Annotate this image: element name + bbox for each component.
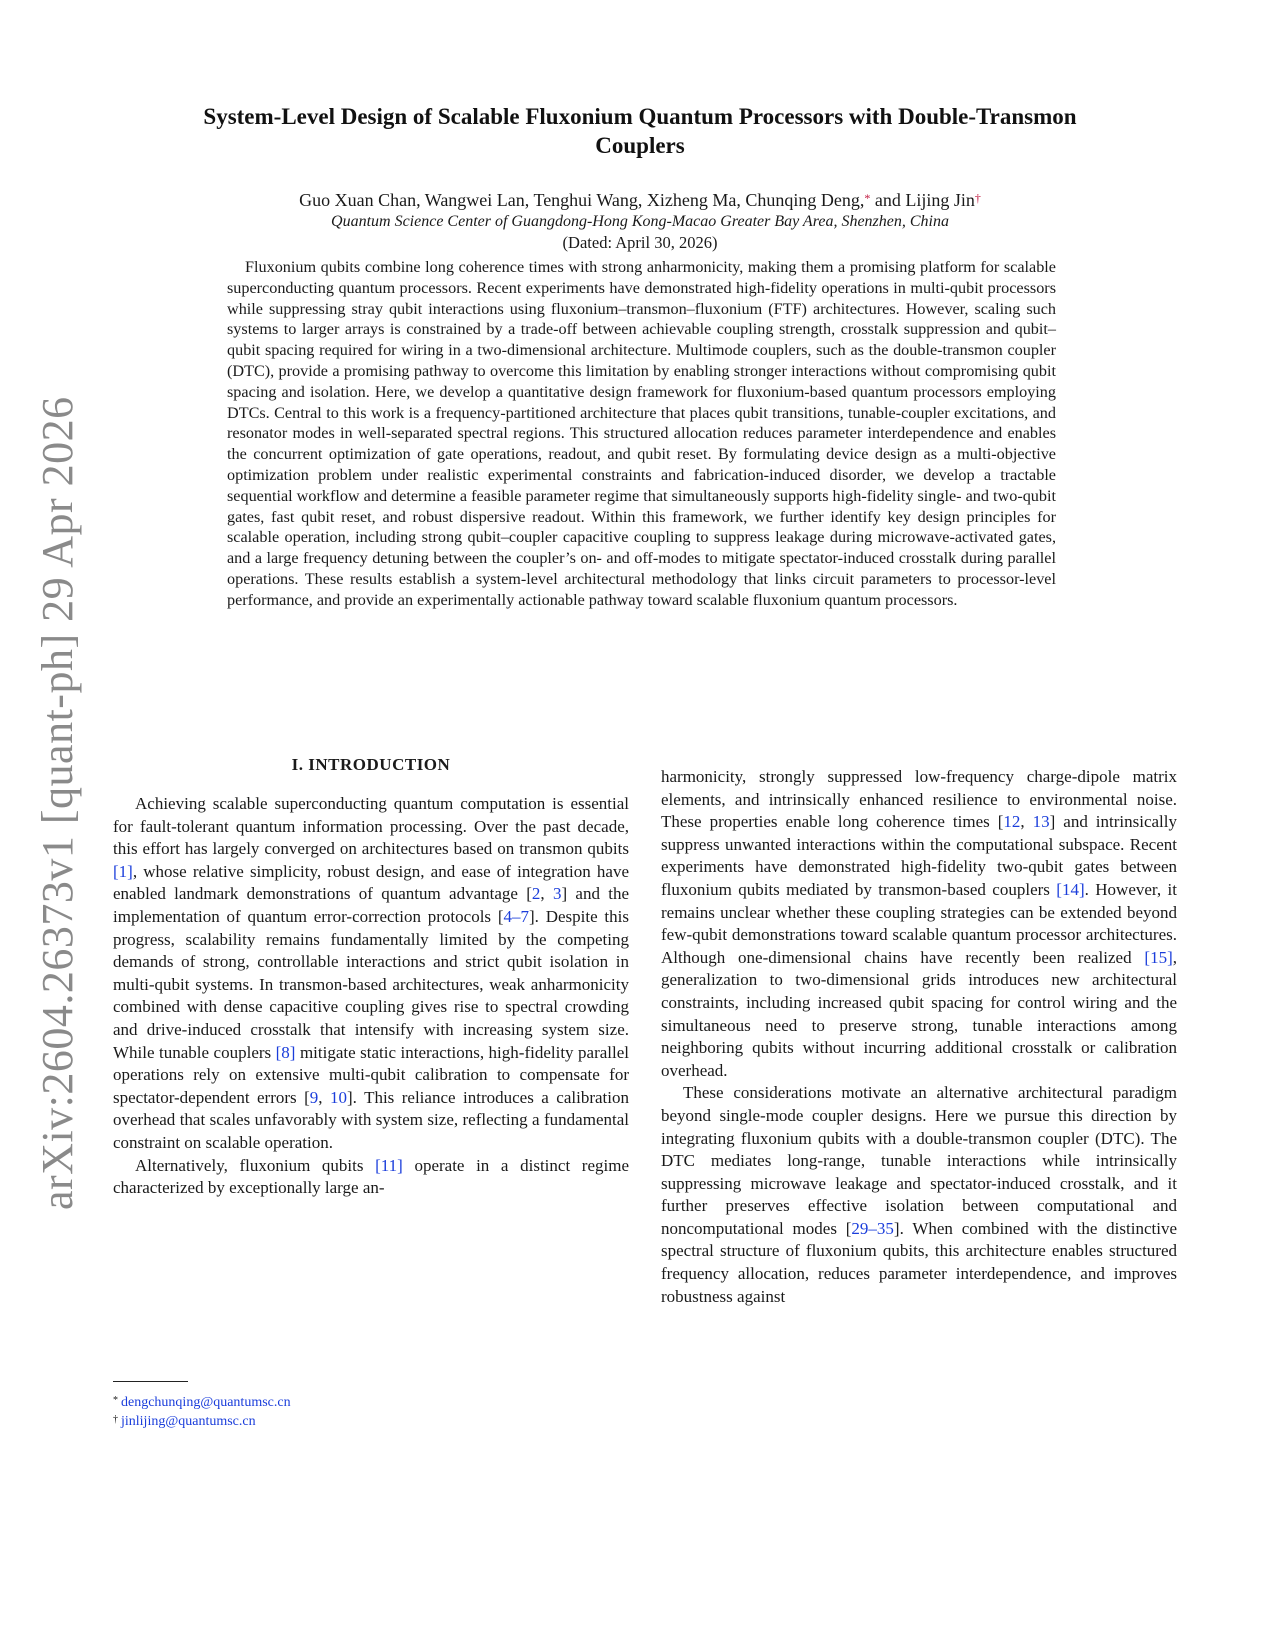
footnote-divider [113,1381,188,1382]
citation-link[interactable]: [11] [375,1155,403,1175]
text-run: ]. Despite this progress, scalability remains fundamentally limited by the competing demands of strong, controllable interactions and strict qubit isolation in multi-qubit systems. In transmon-based architectures, weak anharmonicity combined with dense capacitive coupling gives rise to spectral crowding and drive-induced crosstalk that intensify with increasing system size. While tunable couplers [113,906,629,1062]
citation-link[interactable]: 3 [552,884,562,904]
arxiv-identifier[interactable]: arXiv:2604.26373v1 [quant-ph] 29 Apr 2026 [33,396,82,1210]
text-run: harmonicity, strongly suppressed low-frequency charge-dipole matrix elements, and intrinsically enhanced resilience to environmental noise. These properties enable long coherence times [ [661,767,1177,832]
author-footnote-mark-1[interactable]: * [864,191,871,205]
text-run: ]. This reliance introduces a calibration overhead that scales unfavorably with system size, reflecting a fundamental constraint on scalable operation. [113,1087,629,1152]
citation-link[interactable]: 29–35 [851,1218,894,1238]
text-run: ] and the implementation of quantum error-correction protocols [ [113,884,630,926]
intro-paragraph-2-continued [661,766,1177,1082]
citation-link[interactable]: 12 [1003,812,1021,832]
text-run: Achieving scalable superconducting quantum computation is essential for fault-tolerant quantum information processing. Over the past decade, this effort has largely converged on architectures based on transmon qubits [113,794,629,859]
email-link[interactable]: dengchunqing@quantumsc.cn [121,1395,291,1410]
text-run: ]. When combined with the distinctive spectral structure of fluxonium qubits, this architecture enables structured frequency allocation, reduces parameter interdependence, and improves robustness against [661,1218,1177,1306]
intro-paragraph-1 [113,793,629,1155]
citation-link[interactable]: [1] [113,861,133,881]
text-run: mitigate static interactions, high-fidelity parallel operations rely on extensive multi-qubit calibration to compensate for spectator-dependent errors [ [113,1042,629,1107]
authors-text: Guo Xuan Chan, Wangwei Lan, Tenghui Wang, Xizheng Ma, Chunqing Deng, [299,190,865,210]
citation-link[interactable]: 9 [309,1087,319,1107]
footnote-2 [113,1412,513,1431]
right-column [661,766,1177,1308]
text-run: , whose relative simplicity, robust design, and ease of integration have enabled landmark demonstrations of quantum advantage [ [113,861,629,904]
citation-link[interactable]: 10 [330,1087,347,1107]
citation-link[interactable]: 13 [1032,812,1050,832]
date-line: (Dated: April 30, 2026) [562,233,718,252]
citation-link[interactable]: [14] [1056,879,1085,899]
footnote-mark: * [113,1395,118,1406]
citation-link[interactable]: [15] [1144,947,1173,967]
affiliation: Quantum Science Center of Guangdong-Hong Kong-Macao Greater Bay Area, Shenzhen, China [331,213,949,230]
text-run: These considerations motivate an alternative architectural paradigm beyond single-mode coupler designs. Here we pursue this direction by integrating fluxonium qubits with a double-transmon coupler (DTC). The DTC mediates long-range, tunable interactions while intrinsically suppressing microwave leakage and spectator-induced crosstalk, and it further preserves effective isolation between computational and noncomputational modes [ [661,1083,1177,1238]
intro-paragraph-2 [113,1155,629,1200]
footnote-mark: † [113,1414,118,1425]
text-run: operate in a distinct regime characterized by exceptionally large an- [113,1155,629,1198]
citation-link[interactable]: 2 [531,884,541,904]
author-list [160,189,1120,211]
text-run: Alternatively, fluxonium qubits [135,1155,376,1175]
text-run: , generalization to two-dimensional grids introduces new architectural constraints, including increased qubit spacing for control wiring and the simultaneous need to preserve strong, tunable interactions among neighboring qubits without incurring additional crosstalk or calibration overhead. [661,947,1177,1080]
text-run: . However, it remains unclear whether these coupling strategies can be extended beyond few-qubit demonstrations toward scalable quantum processor architectures. Although one-dimensional chains have recently been realized [661,879,1177,967]
arxiv-side-stamp [28,396,88,1210]
email-link[interactable]: jinlijing@quantumsc.cn [121,1414,256,1429]
text-run: ] and intrinsically suppress unwanted interactions within the computational subspace. Recent experiments have demonstrated high-fidelity two-qubit gates between fluxonium qubits mediated by transmon-based couplers [661,812,1178,899]
section-heading-introduction: I. INTRODUCTION [291,755,451,774]
footnotes [113,1393,513,1431]
paper-title: System-Level Design of Scalable Fluxonium Quantum Processors with Double-Transmon Couplers [203,104,1077,158]
abstract: Fluxonium qubits combine long coherence times with strong anharmonicity, making them a promising platform for scalable superconducting quantum processors. Recent experiments have demonstrated high-fidelity operations in multi-qubit processors while suppressing stray qubit interactions using fluxonium–transmon–fluxonium (FTF) architectures. However, scaling such systems to larger arrays is constrained by a trade-off between achievable coupling strength, crosstalk suppression and qubit–qubit spacing required for wiring in a two-dimensional architecture. Multimode couplers, such as the double-transmon coupler (DTC), provide a promising pathway to overcome this limitation by enabling stronger interactions without compromising qubit spacing and isolation. Here, we develop a quantitative design framework for fluxonium-based quantum processors employing DTCs. Central to this work is a frequency-partitioned architecture that places qubit transitions, tunable-coupler excitations, and resonator modes in well-separated spectral regions. This structured allocation reduces parameter interdependence and enables the concurrent optimization of gate operations, readout, and qubit reset. By formulating device design as a multi-objective optimization problem under realistic experimental constraints and fabrication-induced disorder, we develop a tractable sequential workflow and determine a feasible parameter regime that simultaneously supports high-fidelity single- and two-qubit gates, fast qubit reset, and robust dispersive readout. Within this framework, we further identify key design principles for scalable operation, including strong qubit–coupler capacitive coupling to suppress leakage during microwave-activated gates, and a large frequency detuning between the coupler’s on- and off-modes to mitigate spectator-induced crosstalk during parallel operations. These results establish a system-level architectural methodology that links circuit parameters to processor-level performance, and provide an experimentally actionable pathway toward scalable fluxonium quantum processors. [227,258,1056,609]
text-run: , [318,1087,330,1107]
authors-and-text: and Lijing Jin [870,190,975,210]
left-column [113,793,629,1200]
footnote-1 [113,1393,513,1412]
text-run: , [1020,812,1033,832]
intro-paragraph-3 [661,1082,1177,1308]
author-footnote-mark-2[interactable]: † [974,191,981,205]
citation-link[interactable]: [8] [275,1042,296,1062]
text-run: , [540,884,553,904]
citation-link[interactable]: 4–7 [503,906,529,926]
